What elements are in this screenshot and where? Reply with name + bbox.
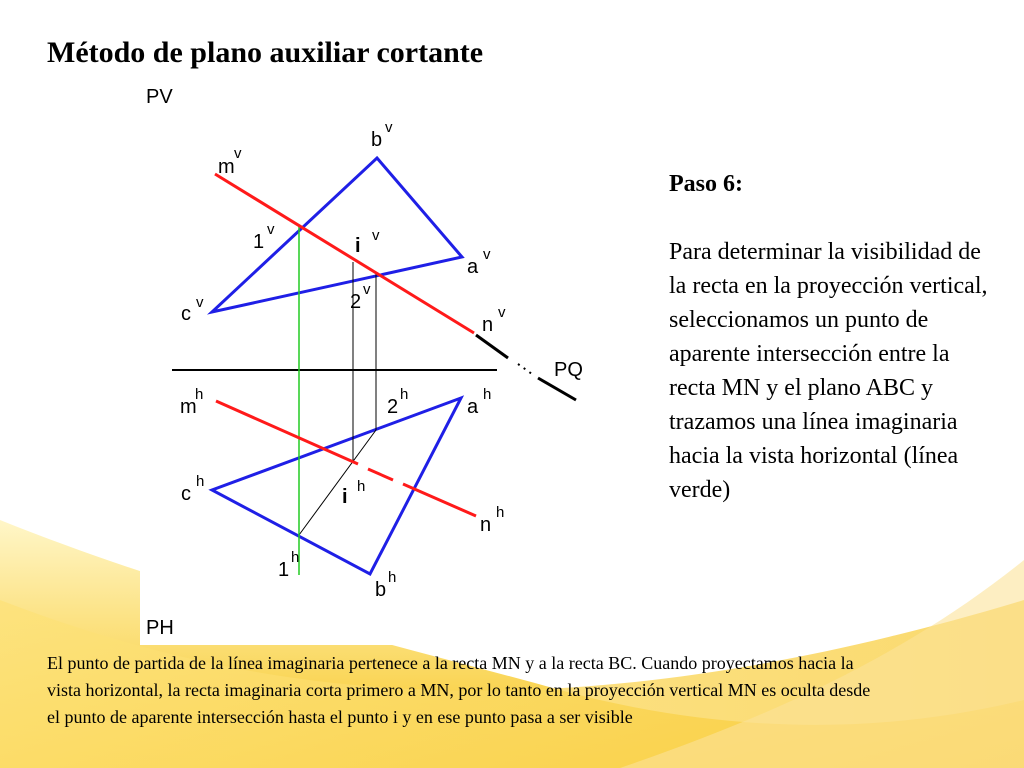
line-mn-horizontal-visible (216, 401, 358, 464)
step-title: Paso 6: (669, 171, 743, 197)
label-i-h: i (342, 486, 348, 508)
label-1-v: 1 (253, 231, 265, 253)
explanation-text: El punto de partida de la línea imaginaria pertenece a la recta MN y a la recta BC. Cuando proyectamos hacia la vista horizontal, la recta imaginaria corta primero a MN, por lo tanto en la proyección vertical MN es oculta desde el punto de aparente intersección hasta el punto i y en ese punto pasa a ser visible (47, 653, 871, 727)
triangle-abc-horizontal (212, 398, 461, 574)
svg-text:h: h (483, 386, 492, 403)
svg-text:v: v (372, 227, 380, 244)
label-n-h: n (480, 514, 492, 536)
svg-text:h: h (388, 569, 397, 586)
step-description: Para determinar la visibilidad de la recta en la proyección vertical, seleccionamos un punto de aparente intersección entre la recta MN y el plano ABC y trazamos una línea imaginaria hacia la vista horizontal (línea verde) (669, 239, 988, 503)
svg-text:v: v (363, 281, 371, 298)
label-m-h: m (180, 396, 197, 418)
line-mn-vertical (215, 174, 474, 333)
svg-text:h: h (357, 478, 366, 495)
step-panel (669, 167, 989, 507)
line-mn-horizontal-end (403, 484, 476, 516)
svg-text:v: v (498, 304, 506, 321)
svg-text:h: h (291, 549, 300, 566)
label-c-h: c (181, 483, 191, 505)
pq-trace-upper (476, 335, 508, 358)
label-pq: PQ (554, 359, 583, 381)
label-m-v: m (218, 156, 235, 178)
label-b-h: b (375, 579, 387, 601)
label-pv: PV (146, 86, 173, 108)
label-n-v: n (482, 314, 494, 336)
svg-text:v: v (267, 221, 275, 238)
label-1-h: 1 (278, 559, 290, 581)
label-a-v: a (467, 256, 479, 278)
svg-text:v: v (483, 246, 491, 263)
svg-text:v: v (385, 119, 393, 136)
svg-text:h: h (195, 386, 204, 403)
svg-text:h: h (496, 504, 505, 521)
label-b-v: b (371, 129, 383, 151)
triangle-abc-vertical (212, 158, 462, 312)
line-mn-horizontal-dash (368, 469, 393, 480)
label-2-v: 2 (350, 291, 362, 313)
svg-text:v: v (196, 294, 204, 311)
label-ph: PH (146, 617, 174, 639)
descriptive-geometry-diagram (140, 80, 640, 645)
svg-text:h: h (196, 473, 205, 490)
diagram-canvas (140, 80, 640, 645)
label-2-h: 2 (387, 396, 399, 418)
label-i-v: i (355, 235, 361, 257)
pq-trace-dash (518, 364, 532, 374)
slide-title: Método de plano auxiliar cortante (47, 36, 484, 69)
svg-text:h: h (400, 386, 409, 403)
pq-trace-lower (538, 378, 576, 400)
label-c-v: c (181, 303, 191, 325)
svg-text:v: v (234, 145, 242, 162)
label-a-h: a (467, 396, 479, 418)
